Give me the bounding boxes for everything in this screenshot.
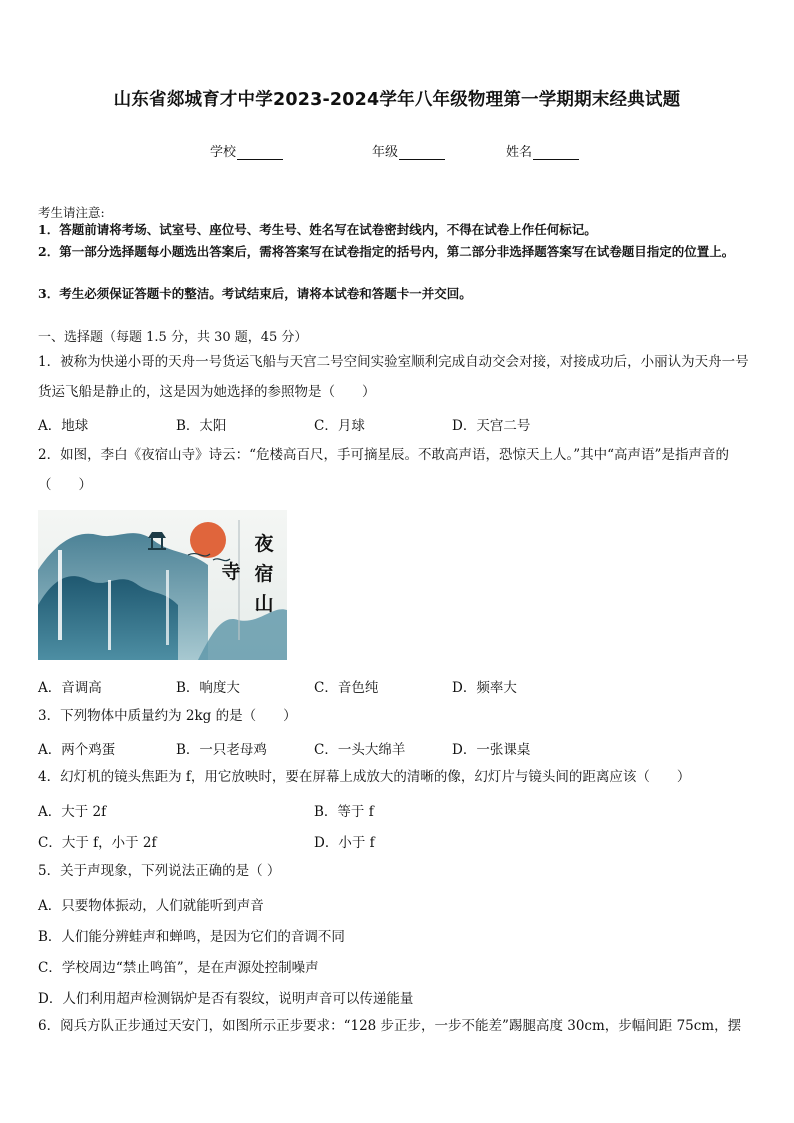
question-2-stem: 2．如图，李白《夜宿山寺》诗云：“危楼高百尺，手可摘星辰。不敢高声语，恐惊天上人。”其中“高声语”是指声音的（ ）: [38, 447, 729, 493]
school-blank[interactable]: [237, 146, 283, 160]
q5-option-a[interactable]: A．只要物体振动，人们就能听到声音: [38, 898, 264, 914]
grade-label: 年级: [372, 145, 399, 160]
section-title: 一、选择题（每题 1.5 分，共 30 题，45 分）: [38, 330, 308, 345]
name-label: 姓名: [506, 145, 533, 160]
q2-option-d[interactable]: D．频率大: [452, 680, 517, 696]
q4-option-b[interactable]: B．等于 f: [314, 804, 374, 820]
q5-option-b[interactable]: B．人们能分辨蛙声和蝉鸣，是因为它们的音调不同: [38, 929, 345, 945]
grade-field[interactable]: [372, 141, 445, 160]
question-1-stem: 1．被称为快递小哥的天舟一号货运飞船与天宫二号空间实验室顺利完成自动交会对接，对接成功后，小丽认为天舟一号货运飞船是静止的，这是因为她选择的参照物是（ ）: [38, 354, 749, 400]
name-blank[interactable]: [533, 146, 579, 160]
q3-option-d[interactable]: D．一张课桌: [452, 742, 531, 758]
question-5-stem: 5．关于声现象，下列说法正确的是（ ）: [38, 863, 281, 879]
q5-option-c[interactable]: C．学校周边“禁止鸣笛”，是在声源处控制噪声: [38, 960, 319, 976]
figure-title-char-ye: 夜: [254, 533, 274, 555]
question-3-stem: 3．下列物体中质量约为 2kg 的是（ ）: [38, 708, 297, 724]
question-4-options-row-2: [38, 831, 760, 855]
school-label: 学校: [210, 145, 237, 160]
q5-option-a-row: [38, 894, 760, 918]
figure-title-char-shan: 山: [254, 593, 274, 615]
q4-option-c[interactable]: C．大于 f，小于 2f: [38, 835, 157, 851]
q2-option-c[interactable]: C．音色纯: [314, 680, 379, 696]
exam-title: 山东省郯城育才中学2023-2024学年八年级物理第一学期期末经典试题: [113, 90, 681, 110]
q1-option-a[interactable]: A．地球: [38, 418, 89, 434]
notice-heading: 考生请注意:: [38, 205, 105, 220]
notice-item-1: 1．答题前请将考场、试室号、座位号、考生号、姓名写在试卷密封线内，不得在试卷上作任何标记。: [38, 222, 597, 237]
notice-item-3: 3．考生必须保证答题卡的整洁。考试结束后，请将本试卷和答题卡一并交回。: [38, 286, 472, 301]
student-info-row: [0, 141, 794, 161]
question-3-options: [38, 738, 760, 762]
q1-option-b[interactable]: B．太阳: [176, 418, 227, 434]
sun-icon: [190, 522, 226, 558]
question-2-options: [38, 676, 760, 700]
figure-title-char-si: 寺: [221, 561, 241, 583]
q1-option-c[interactable]: C．月球: [314, 418, 365, 434]
school-field[interactable]: [210, 141, 283, 160]
q5-option-b-row: [38, 925, 760, 949]
q3-option-c[interactable]: C．一头大绵羊: [314, 742, 406, 758]
question-4-stem: 4．幻灯机的镜头焦距为 f，用它放映时，要在屏幕上成放大的清晰的像，幻灯片与镜头间的距离应该（ ）: [38, 769, 691, 785]
q2-option-b[interactable]: B．响度大: [176, 680, 240, 696]
ink-landscape-illustration: [38, 510, 287, 660]
notice-item-2: 2．第一部分选择题每小题选出答案后，需将答案写在试卷指定的括号内，第二部分非选择题答案写在试卷题目指定的位置上。: [38, 244, 735, 259]
q4-option-a[interactable]: A．大于 2f: [38, 804, 107, 820]
q5-option-d[interactable]: D．人们利用超声检测锅炉是否有裂纹，说明声音可以传递能量: [38, 991, 414, 1007]
q5-option-d-row: [38, 987, 760, 1011]
figure-title-char-su: 宿: [254, 563, 274, 585]
q1-option-d[interactable]: D．天宫二号: [452, 418, 531, 434]
question-6-stem: 6．阅兵方队正步通过天安门，如图所示正步要求：“128 步正步，一步不能差”踢腿高度 30cm，步幅间距 75cm，摆: [38, 1018, 742, 1034]
q3-option-a[interactable]: A．两个鸡蛋: [38, 742, 116, 758]
name-field[interactable]: [506, 141, 579, 160]
question-1-options: [38, 414, 760, 438]
q2-option-a[interactable]: A．音调高: [38, 680, 102, 696]
grade-blank[interactable]: [399, 146, 445, 160]
q3-option-b[interactable]: B．一只老母鸡: [176, 742, 267, 758]
q5-option-c-row: [38, 956, 760, 980]
question-4-options-row-1: [38, 800, 760, 824]
q4-option-d[interactable]: D．小于 f: [314, 835, 375, 851]
poem-landscape-figure: [38, 510, 287, 660]
